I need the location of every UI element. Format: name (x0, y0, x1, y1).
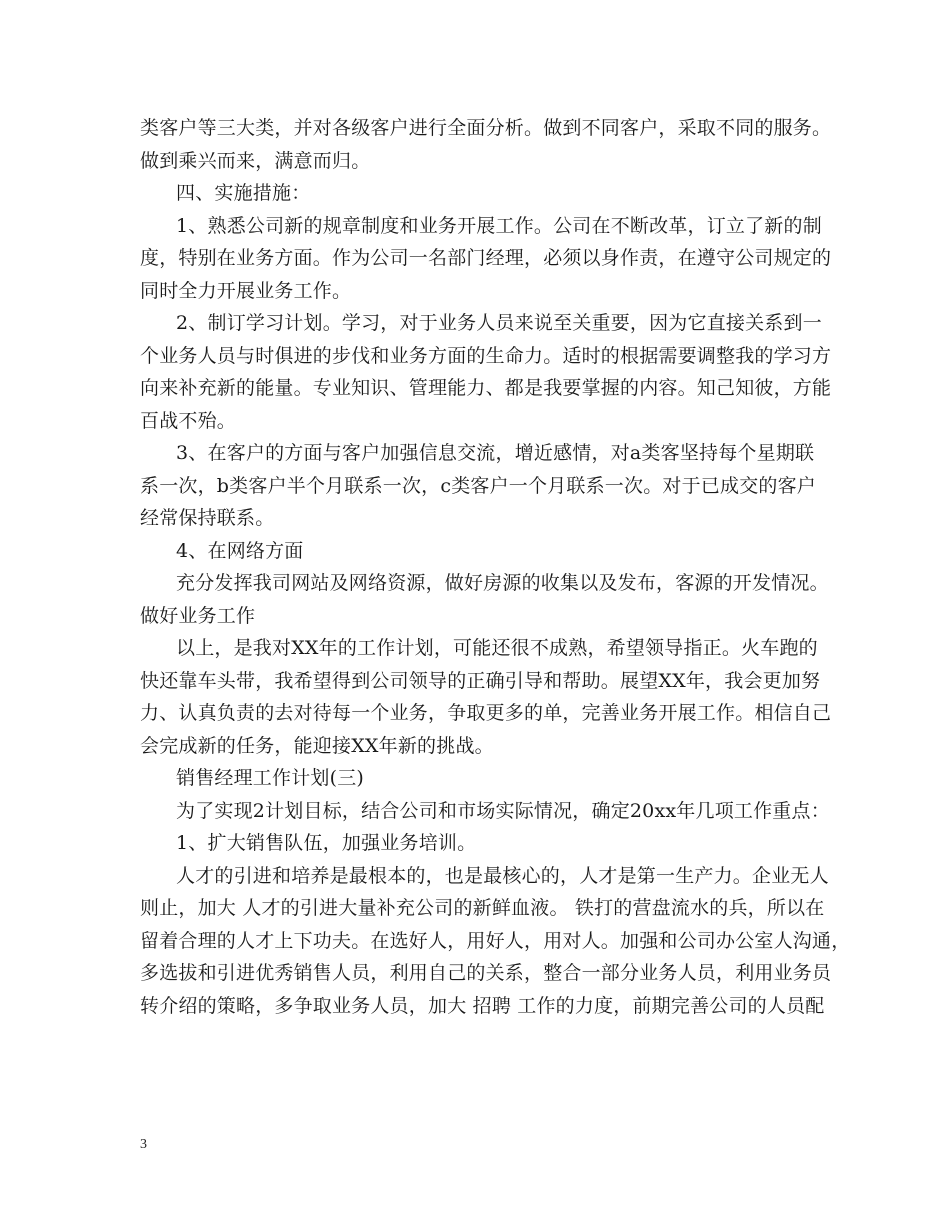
text-line: 多选拔和引进优秀销售人员，利用自己的关系，整合一部分业务人员，利用业务员 (140, 962, 832, 984)
text-line: 1、熟悉公司新的规章制度和业务开展工作。公司在不断改革，订立了新的制 (176, 214, 822, 237)
text-line: 充分发挥我司网站及网络资源，做好房源的收集以及发布，客源的开发情况。 (176, 572, 829, 594)
text-line: 3、在客户的方面与客户加强信息交流，增近感情，对a类客坚持每个星期联 (176, 442, 815, 464)
text-line: 做好业务工作 (140, 604, 256, 627)
text-line: 则止，加大 人才的引进大量补充公司的新鲜血液。 铁打的营盘流水的兵，所以在 (140, 897, 825, 919)
text-line: 做到乘兴而来，满意而归。 (140, 149, 371, 172)
text-line: 度，特别在业务方面。作为公司一名部门经理，必须以身作责，在遵守公司规定的 (140, 247, 832, 269)
text-line: 类客户等三大类，并对各级客户进行全面分析。做到不同客户，采取不同的服务。 (140, 117, 832, 139)
text-line: 为了实现2计划目标，结合公司和市场实际情况，确定20xx年几项工作重点： (176, 799, 830, 822)
text-line: 会完成新的任务，能迎接XX年新的挑战。 (140, 734, 494, 757)
text-line: 系一次，b类客户半个月联系一次，c类客户一个月联系一次。对于已成交的客户 (140, 474, 817, 497)
text-line: 力、认真负责的去对待每一个业务，争取更多的单，完善业务开展工作。相信自己 (140, 702, 832, 724)
text-line: 向来补充新的能量。专业知识、管理能力、都是我要掌握的内容。知己知彼，方能 (140, 377, 832, 399)
text-line: 4、在网络方面 (176, 539, 304, 562)
text-line: 同时全力开展业务工作。 (140, 279, 352, 302)
document-body (140, 112, 851, 1022)
text-line: 2、制订学习计划。学习，对于业务人员来说至关重要，因为它直接关系到一 (176, 312, 822, 334)
text-line: 快还靠车头带，我希望得到公司领导的正确引导和帮助。展望XX年，我会更加努 (140, 669, 821, 692)
text-line: 经常保持联系。 (140, 507, 275, 529)
text-line: 1、扩大销售队伍，加强业务培训。 (176, 832, 477, 854)
page-number: 3 (140, 1137, 147, 1152)
text-line: 人才的引进和培养是最根本的，也是最核心的，人才是第一生产力。企业无人 (176, 864, 829, 887)
text-line: 四、实施措施： (176, 182, 311, 204)
text-line: 以上，是我对XX年的工作计划，可能还很不成熟，希望领导指正。火车跑的 (176, 637, 818, 659)
text-line: 百战不殆。 (140, 409, 237, 432)
text-line: 转介绍的策略，多争取业务人员，加大 招聘 工作的力度，前期完善公司的人员配 (140, 994, 825, 1017)
text-line: 留着合理的人才上下功夫。在选好人，用好人，用对人。加强和公司办公室人沟通， (140, 929, 851, 952)
text-line: 销售经理工作计划(三) (176, 767, 365, 789)
text-line: 个业务人员与时俱进的步伐和业务方面的生命力。适时的根据需要调整我的学习方 (140, 344, 832, 367)
